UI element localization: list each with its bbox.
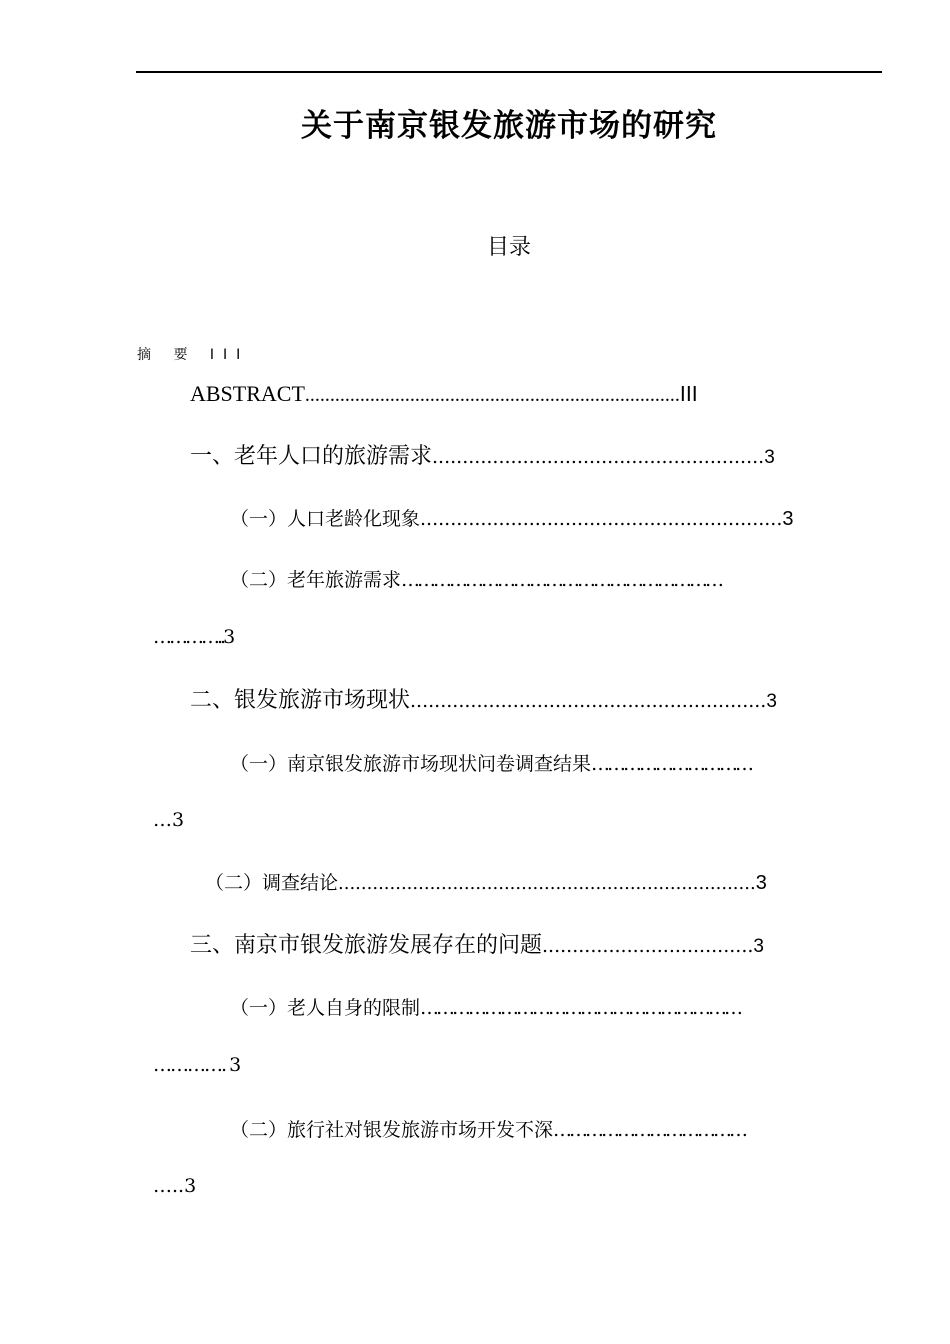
toc-entry-section-1[interactable] xyxy=(190,446,775,468)
toc-leader-dots: ……………………………… xyxy=(553,1119,746,1141)
toc-entry-label: （一）人口老龄化现象 xyxy=(230,508,421,530)
toc-entry-continuation: …………..3 xyxy=(153,626,233,648)
toc-page-number: 3 xyxy=(764,447,775,468)
toc-page-number: III xyxy=(679,382,698,406)
toc-leader-dots: ........................................................................... xyxy=(304,384,680,406)
toc-leader-dots: ………………………… xyxy=(591,753,752,775)
toc-entry-section-2-1[interactable] xyxy=(230,755,751,774)
toc-page-number: 3 xyxy=(782,508,794,530)
toc-entry-continuation: …………. 3 xyxy=(153,1054,240,1076)
toc-entry-section-1-1[interactable] xyxy=(230,509,794,529)
toc-entry-label: 二、银发旅游市场现状 xyxy=(190,688,411,713)
header-rule xyxy=(136,71,882,73)
toc-entry-label: （二）老年旅游需求 xyxy=(230,569,402,591)
toc-page-number: 3 xyxy=(755,872,767,894)
toc-entry-abstract-cn[interactable]: 摘 要 III xyxy=(137,347,250,363)
toc-leader-dots: ................................... xyxy=(542,935,754,957)
toc-leader-dots: …………………………………………………… xyxy=(401,569,722,591)
toc-leader-dots: ............................................................ xyxy=(420,508,783,530)
toc-leader-dots: ......................................................................... xyxy=(338,873,756,894)
toc-page-number: 3 xyxy=(753,936,764,957)
toc-entry-continuation: …..3 xyxy=(153,1175,197,1197)
toc-entry-section-2[interactable] xyxy=(190,690,777,712)
toc-entry-label: （一）老人自身的限制 xyxy=(230,997,421,1019)
toc-heading: 目录 xyxy=(486,235,531,260)
toc-page-number: 3 xyxy=(766,691,777,712)
toc-entry-section-2-2[interactable] xyxy=(205,873,767,893)
toc-leader-dots: ....................................................... xyxy=(432,446,765,468)
toc-leader-dots: …………………………………………………… xyxy=(420,997,741,1019)
toc-entry-section-3-1[interactable] xyxy=(230,999,740,1018)
toc-entry-continuation: …3 xyxy=(153,809,185,831)
toc-entry-label: （二）调查结论 xyxy=(205,872,339,894)
toc-leader-dots: ........................................................... xyxy=(410,690,767,712)
toc-entry-label: ABSTRACT xyxy=(190,381,305,406)
toc-entry-label: 一、老年人口的旅游需求 xyxy=(190,444,433,469)
toc-entry-section-1-2[interactable] xyxy=(230,571,721,590)
document-title: 关于南京银发旅游市场的研究 xyxy=(301,108,717,144)
toc-entry-label: （二）旅行社对银发旅游市场开发不深 xyxy=(230,1119,554,1141)
toc-entry-section-3-2[interactable] xyxy=(230,1121,745,1140)
toc-entry-section-3[interactable] xyxy=(190,935,764,957)
toc-entry-label: 三、南京市银发旅游发展存在的问题 xyxy=(190,933,543,958)
toc-entry-abstract-en[interactable] xyxy=(190,383,698,405)
toc-entry-label: （一）南京银发旅游市场现状问卷调查结果 xyxy=(230,753,592,775)
